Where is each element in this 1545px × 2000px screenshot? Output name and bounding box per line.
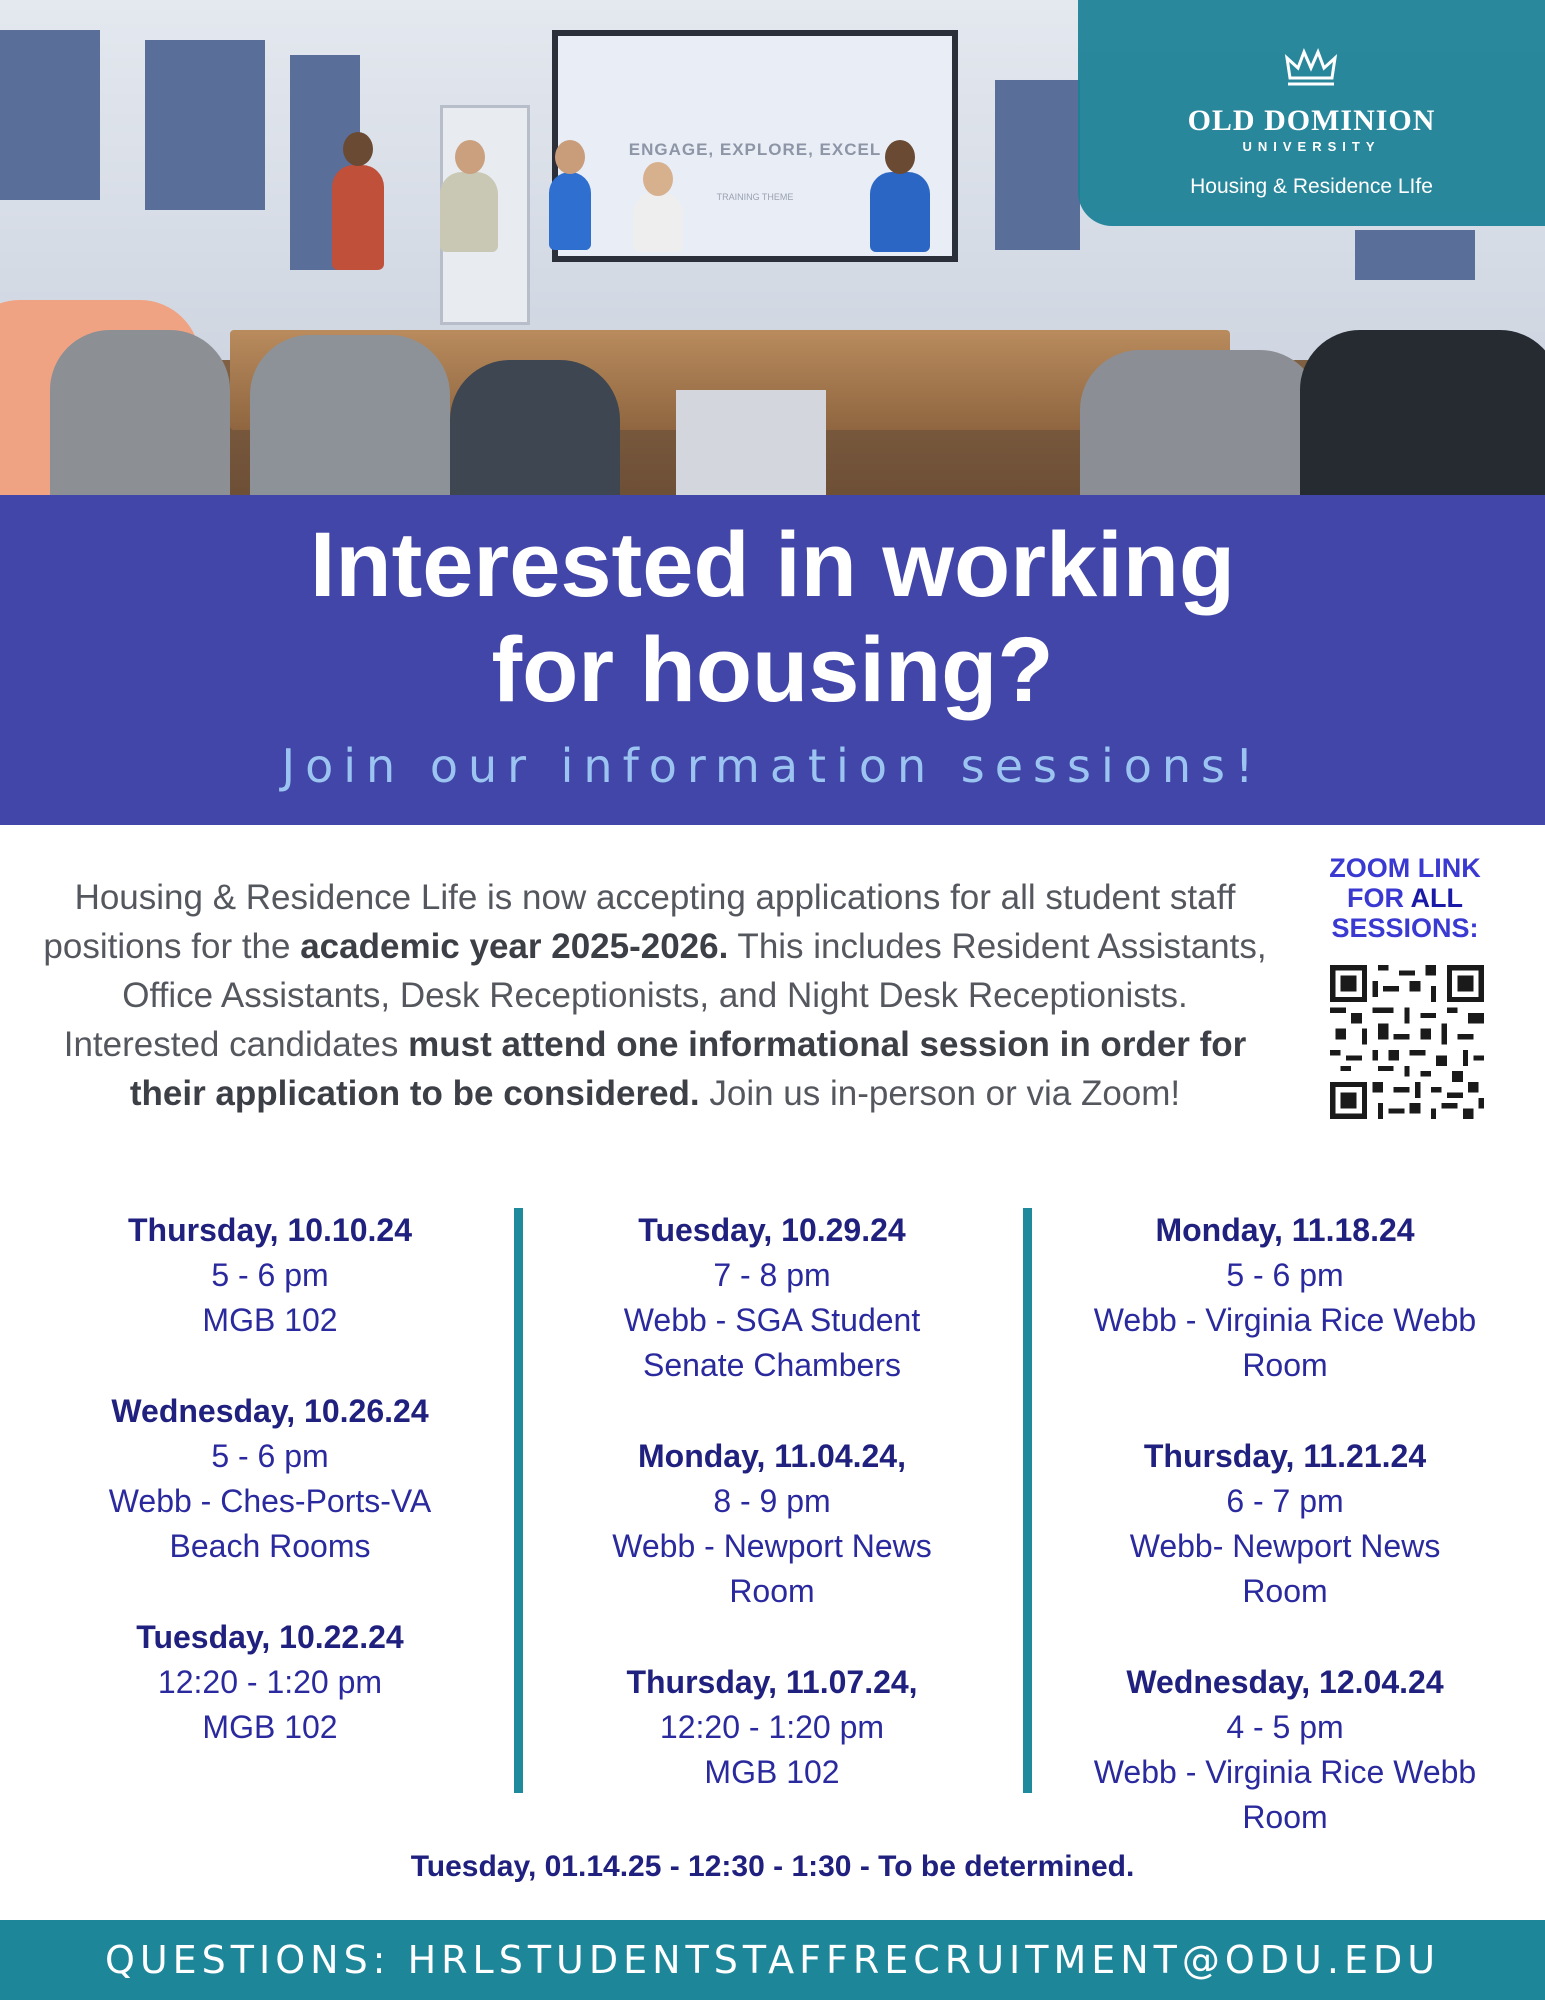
intro-text: This includes Resident Assistants, Office Assistants, Desk Receptionists, and Night Desk Receptionists. Interested candidates	[63, 927, 1267, 1064]
session-date: Thursday, 11.21.24	[1143, 1438, 1427, 1474]
audience-member	[1300, 330, 1545, 500]
crown-icon	[1078, 44, 1545, 88]
session-item	[562, 1660, 982, 1795]
screen-title: ENGAGE, EXPLORE, EXCEL	[628, 140, 882, 159]
column-divider	[1023, 1208, 1032, 1793]
session-location: Senate Chambers	[643, 1347, 901, 1383]
session-time: 4 - 5 pm	[1226, 1709, 1344, 1745]
session-time: 7 - 8 pm	[713, 1257, 831, 1293]
presenter-head	[885, 140, 915, 174]
headline-line-1: Interested in working	[309, 514, 1236, 616]
session-date: Wednesday, 12.04.24	[1126, 1664, 1444, 1700]
session-date: Thursday, 10.10.24	[128, 1212, 412, 1248]
session-time: 6 - 7 pm	[1226, 1483, 1344, 1519]
session-item	[60, 1208, 480, 1343]
session-time: 5 - 6 pm	[211, 1438, 329, 1474]
session-time: 12:20 - 1:20 pm	[157, 1664, 383, 1700]
session-date: Tuesday, 10.29.24	[638, 1212, 906, 1248]
session-date: Monday, 11.18.24	[1155, 1212, 1415, 1248]
session-date: Tuesday, 10.22.24	[136, 1619, 404, 1655]
audience-member	[1080, 350, 1320, 500]
presenter-head	[555, 140, 585, 174]
audience-member	[250, 335, 450, 500]
session-location: Webb- Newport News	[1129, 1528, 1441, 1564]
acoustic-panel	[995, 80, 1080, 250]
presenter	[633, 192, 683, 252]
intro-bold-text: must attend one informational session in order for their application to be considered.	[129, 1025, 1247, 1113]
university-name: OLD DOMINION	[1187, 104, 1436, 137]
headline	[0, 513, 1545, 723]
column-divider	[514, 1208, 523, 1793]
presenter	[870, 172, 930, 252]
session-location: Webb - SGA Student	[623, 1302, 921, 1338]
session-location: MGB 102	[202, 1302, 338, 1338]
session-location: MGB 102	[704, 1754, 840, 1790]
session-time: 8 - 9 pm	[713, 1483, 831, 1519]
session-item	[1075, 1208, 1495, 1388]
stage-steps	[676, 390, 826, 500]
acoustic-panel	[0, 30, 100, 200]
presenter	[440, 172, 498, 252]
presenter-head	[643, 162, 673, 196]
zoom-line-1: ZOOM LINK	[1329, 853, 1481, 883]
intro-bold-text: academic year 2025-2026.	[300, 927, 729, 966]
session-location: Webb - Virginia Rice Webb	[1093, 1302, 1477, 1338]
presenter-head	[455, 140, 485, 174]
acoustic-panel	[145, 40, 265, 210]
presenter-head	[343, 132, 373, 166]
qr-code-icon[interactable]	[1330, 965, 1484, 1119]
intro-text: Join us in-person or via Zoom!	[699, 1074, 1181, 1113]
session-date: Wednesday, 10.26.24	[111, 1393, 429, 1429]
session-item	[1075, 1660, 1495, 1840]
sessions-column-2	[562, 1208, 982, 1841]
sessions-column-3	[1075, 1208, 1495, 1886]
odu-logo-badge	[1078, 0, 1545, 226]
session-location: Room	[1242, 1573, 1328, 1609]
department-name: Housing & Residence LIfe	[1190, 175, 1433, 198]
session-location: Room	[1242, 1347, 1328, 1383]
questions-footer[interactable]: QUESTIONS: HRLSTUDENTSTAFFRECRUITMENT@ODU.EDU	[0, 1920, 1545, 2000]
presenter	[332, 165, 384, 270]
session-location: Room	[729, 1573, 815, 1609]
session-date: Monday, 11.04.24,	[638, 1438, 906, 1474]
session-location: Webb - Newport News	[612, 1528, 932, 1564]
session-date: Thursday, 11.07.24,	[626, 1664, 918, 1700]
session-time: 5 - 6 pm	[211, 1257, 329, 1293]
intro-text: Housing & Residence Life is now accepting applications for all student staff positions for the	[43, 878, 1236, 966]
intro-paragraph	[40, 873, 1270, 1118]
session-time: 5 - 6 pm	[1226, 1257, 1344, 1293]
session-time: 12:20 - 1:20 pm	[659, 1709, 885, 1745]
audience-member	[50, 330, 230, 500]
session-item	[562, 1434, 982, 1614]
zoom-line-3: SESSIONS:	[1331, 913, 1479, 943]
zoom-text: FOR	[1347, 883, 1411, 913]
presenter	[549, 172, 591, 250]
session-item	[60, 1615, 480, 1750]
session-item	[60, 1389, 480, 1569]
zoom-line-2	[1300, 883, 1510, 913]
headline-line-2: for housing?	[491, 618, 1054, 721]
session-location: Beach Rooms	[169, 1528, 371, 1564]
session-location: MGB 102	[202, 1709, 338, 1745]
headline-band	[0, 495, 1545, 825]
screen-subtitle: TRAINING THEME	[716, 192, 794, 202]
session-location: Webb - Virginia Rice Webb	[1093, 1754, 1477, 1790]
session-location: Webb - Ches-Ports-VA	[108, 1483, 432, 1519]
sessions-column-1	[60, 1208, 480, 1796]
zoom-link-label	[1300, 853, 1510, 943]
acoustic-panel	[1355, 230, 1475, 280]
university-label: UNIVERSITY	[1242, 139, 1381, 154]
audience-member	[450, 360, 620, 500]
session-item	[562, 1208, 982, 1388]
headline-subtitle: Join our information sessions!	[281, 739, 1264, 793]
session-location: Room	[1242, 1799, 1328, 1835]
zoom-text-emphasis: ALL	[1410, 883, 1463, 913]
session-item	[1075, 1434, 1495, 1614]
additional-session: Tuesday, 01.14.25 - 12:30 - 1:30 - To be determined.	[410, 1850, 1135, 1883]
